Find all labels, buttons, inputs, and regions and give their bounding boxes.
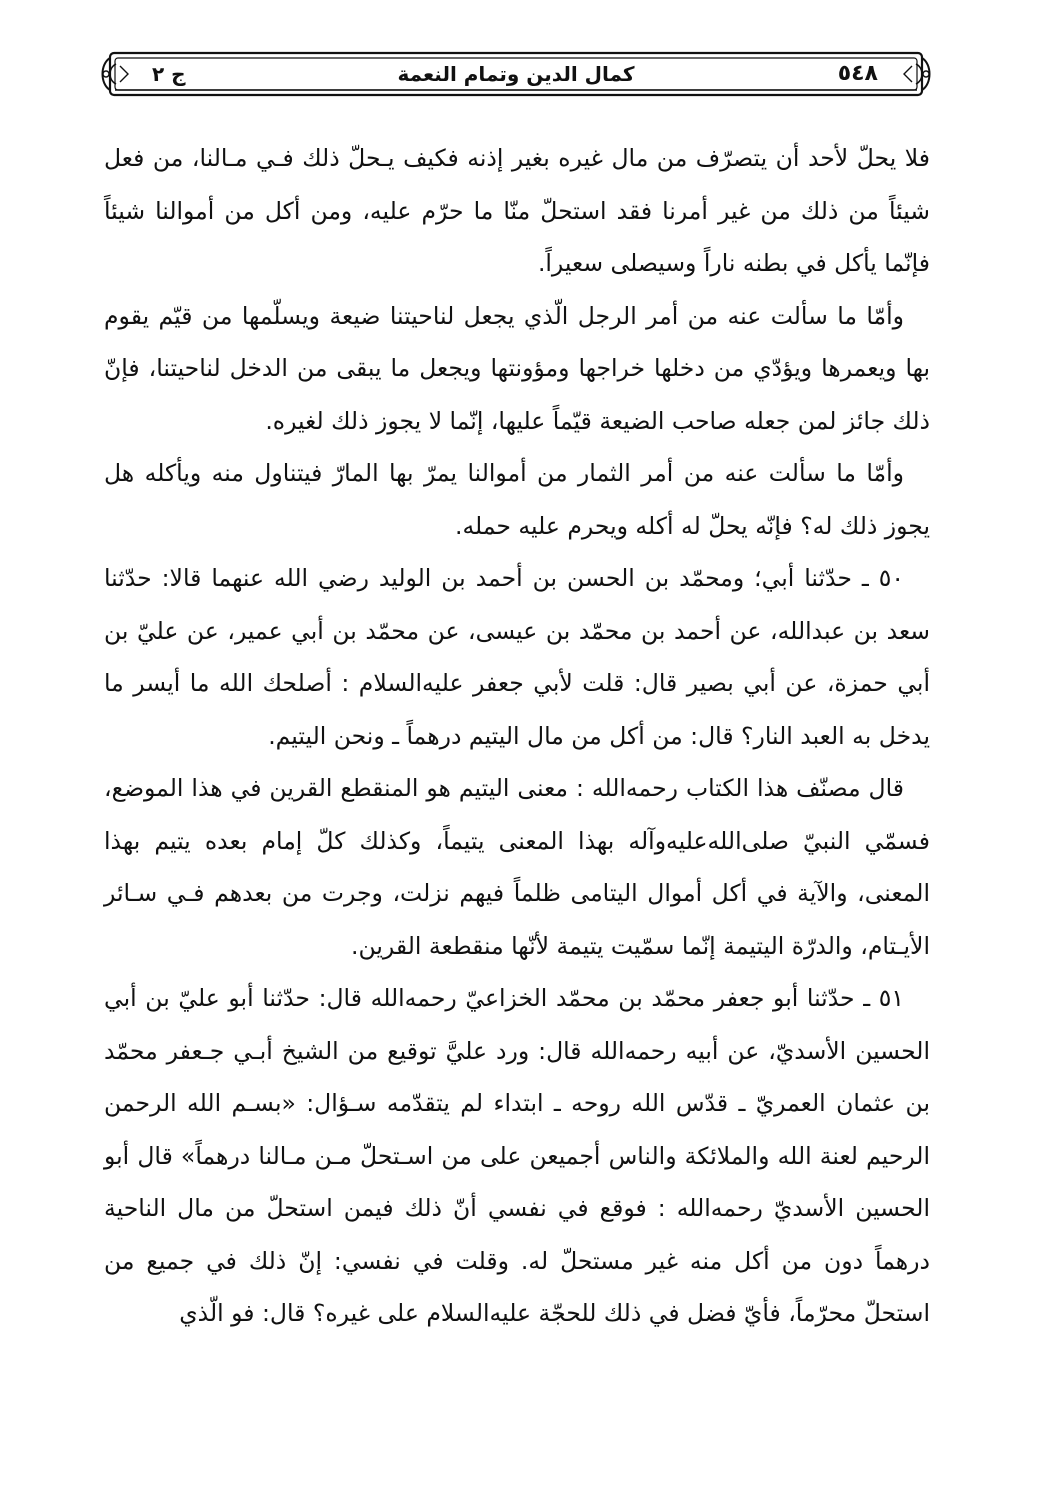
volume-label: ج ٢ <box>152 62 186 86</box>
paragraph: فلا يحلّ لأحد أن يتصرّف من مال غيره بغير إذنه فكيف يـحلّ ذلك فـي مـالنا، من فعل شيئاً من ذلك من غير أمرنا فقد استحلّ منّا ما حرّم عليه، ومن أكل من أموالنا شيئاً فإنّما يأكل في بطنه ناراً وسيصلى سعيراً. <box>104 144 930 277</box>
body-text <box>104 132 930 1340</box>
running-header <box>96 50 936 98</box>
book-title: كمال الدين وتمام النعمة <box>397 62 635 86</box>
paragraph: ٥٠ ـ حدّثنا أبي؛ ومحمّد بن الحسن بن أحمد بن الوليد رضي الله عنهما قالا: حدّثنا سعد بن عبدالله، عن أحمد بن محمّد بن عيسى، عن محمّد بن أبي عمير، عن عليّ بن أبي حمزة، عن أبي بصير قال: قلت لأبي جعفر عليه‌السلام : أصلحك الله ما أيسر ما يدخل به العبد النار؟ قال: من أكل من مال اليتيم درهماً ـ ونحن اليتيم. <box>104 564 930 750</box>
paragraph: وأمّا ما سألت عنه من أمر الثمار من أموالنا يمرّ بها المارّ فيتناول منه ويأكله هل يجوز ذلك له؟ فإنّه يحلّ له أكله ويحرم عليه حمله. <box>104 459 930 540</box>
paragraph: وأمّا ما سألت عنه من أمر الرجل الّذي يجعل لناحيتنا ضيعة ويسلّمها من قيّم يقوم بها ويعمرها ويؤدّي من دخلها خراجها ومؤونتها ويجعل ما يبقى من الدخل لناحيتنا، فإنّ ذلك جائز لمن جعله صاحب الضيعة قيّماً عليها، إنّما لا يجوز ذلك لغيره. <box>104 301 930 435</box>
paragraph: ٥١ ـ حدّثنا أبو جعفر محمّد بن محمّد الخزاعيّ رحمه‌الله قال: حدّثنا أبو عليّ بن أبي الحسين الأسديّ، عن أبيه رحمه‌الله قال: ورد عليَّ توقيع من الشيخ أبـي جـعفر محمّد بن عثمان العمريّ ـ قدّس الله روحه ـ ابتداء لم يتقدّمه سـؤال: «بسـم الله الرحمن الرحيم لعنة الله والملائكة والناس أجميعن على من اسـتحلّ مـن مـالنا درهماً» قال أبو الحسين الأسديّ رحمه‌الله : فوقع في نفسي أنّ ذلك فيمن استحلّ من مال الناحية درهماً دون من أكل منه غير مستحلّ له. وقلت في نفسي: إنّ ذلك في جميع من استحلّ محرّماً، فأيّ فضل في ذلك للحجّة عليه‌السلام على غيره؟ قال: فو الّذي <box>104 984 930 1327</box>
page-number: ٥٤٨ <box>837 61 878 86</box>
paragraph: قال مصنّف هذا الكتاب رحمه‌الله : معنى اليتيم هو المنقطع القرين في هذا الموضع، فسمّي النبيّ صلى‌الله‌عليه‌وآله بهذا المعنى يتيماً، وكذلك كلّ إمام بعده يتيم بهذا المعنى، والآية في أكل أموال اليتامى ظلماً فيهم نزلت، وجرت من بعدهم فـي سـائر الأيـتام، والدرّة اليتيمة إنّما سمّيت يتيمة لأنّها منقطعة القرين. <box>104 774 930 960</box>
